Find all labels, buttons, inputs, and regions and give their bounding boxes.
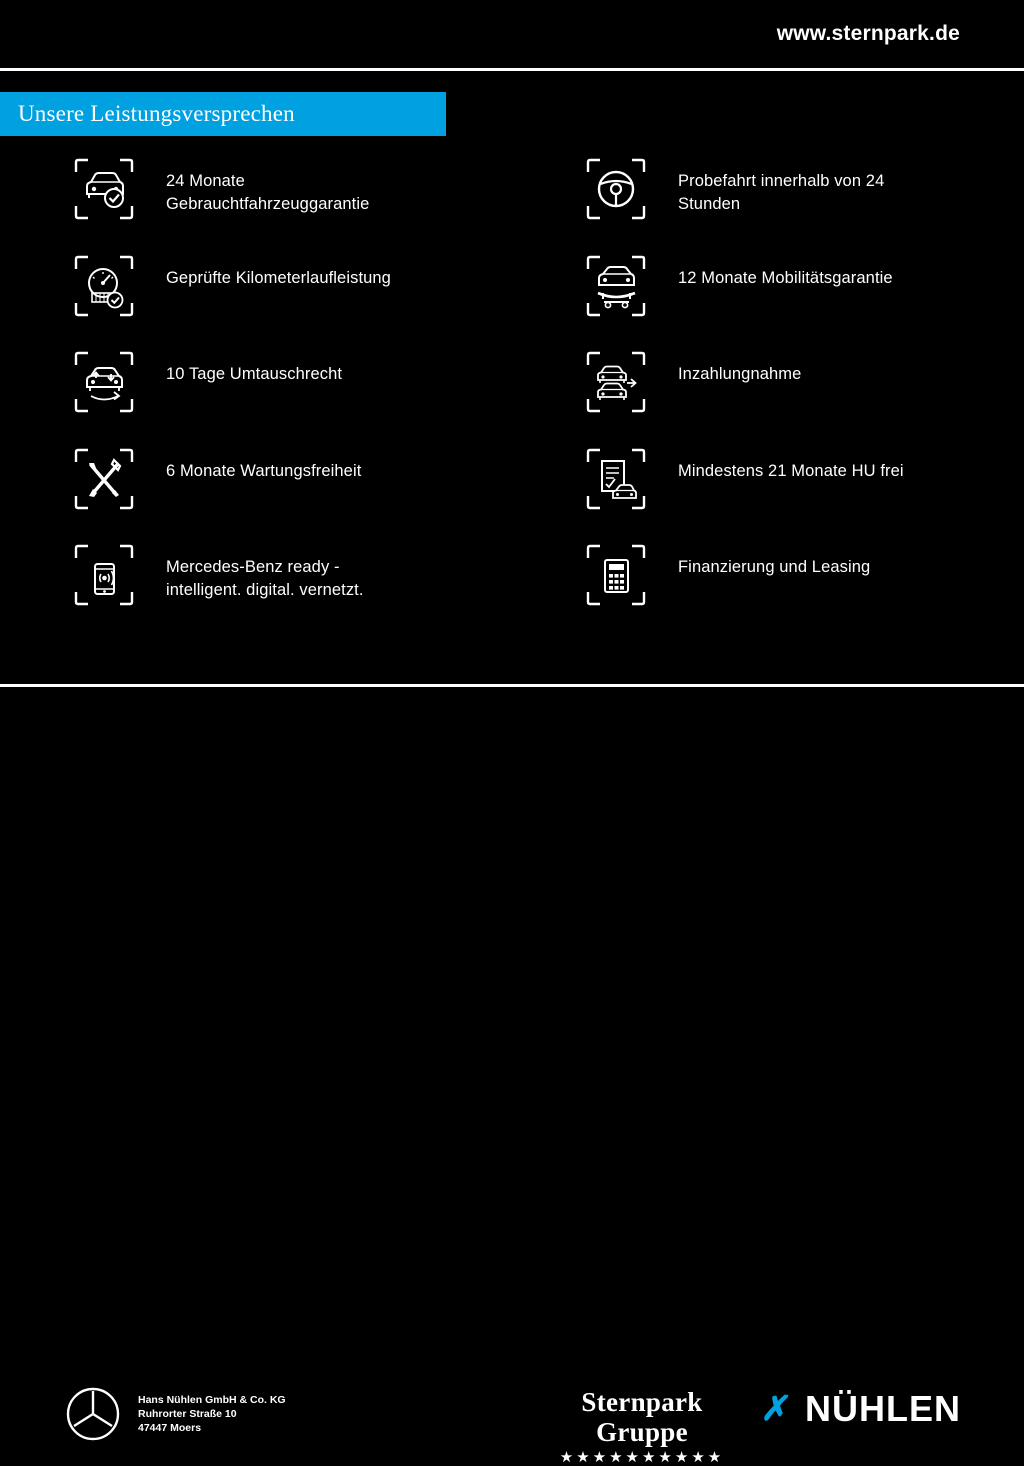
website-url: www.sternpark.de: [776, 22, 960, 45]
header: [0, 0, 1024, 68]
car-exchange-icon: [74, 351, 134, 413]
feature-label: 6 Monate Wartungsfreiheit: [166, 461, 362, 480]
feature-item: [586, 446, 1024, 543]
feature-grid: [0, 156, 1024, 639]
title-banner: [0, 92, 446, 136]
divider-x-icon: ✗: [759, 1391, 794, 1428]
feature-label: 10 Tage Umtauschrecht: [166, 365, 343, 383]
car-towing-icon: [586, 255, 646, 317]
dealer-name: Hans Nühlen GmbH & Co. KG: [138, 1394, 286, 1406]
feature-item: [74, 542, 512, 639]
feature-label: Finanzierung und Leasing: [678, 558, 871, 576]
feature-item: [586, 253, 1024, 350]
header-divider: [0, 68, 1024, 71]
feature-item: [586, 542, 1024, 639]
feature-label: Geprüfte Kilometerlaufleistung: [166, 268, 391, 287]
mercedes-star-icon: [66, 1387, 120, 1441]
feature-label: Mindestens 21 Monate HU frei: [678, 461, 904, 480]
feature-item: [74, 253, 512, 350]
sternpark-stars: ★★★★★★★★★★: [559, 1449, 725, 1466]
feature-label: 24 Monate Gebrauchtfahrzeuggarantie: [166, 172, 370, 213]
feature-item: [74, 156, 512, 253]
sternpark-logo: [533, 1387, 751, 1466]
odometer-icon: [74, 255, 134, 317]
feature-label: 12 Monate Mobilitätsgarantie: [678, 268, 893, 287]
footer: [0, 687, 1024, 1466]
feature-item: [74, 446, 512, 543]
feature-column-left: [0, 156, 512, 639]
nuehlen-logo: NÜHLEN: [805, 1388, 961, 1429]
dealer-city: 47447 Moers: [138, 1422, 202, 1434]
dealer-street: Ruhrorter Straße 10: [138, 1408, 237, 1420]
sternpark-name: Sternpark Gruppe: [581, 1387, 703, 1447]
car-check-icon: [74, 158, 134, 220]
calculator-icon: [586, 544, 646, 606]
feature-label: Probefahrt innerhalb von 24 Stunden: [678, 172, 885, 213]
feature-label: Inzahlungnahme: [678, 365, 802, 383]
feature-label: Mercedes-Benz ready - intelligent. digital. vernetzt.: [166, 558, 364, 599]
smartphone-connected-icon: [74, 544, 134, 606]
steering-wheel-icon: [586, 158, 646, 220]
page-title: Unsere Leistungsversprechen: [18, 101, 295, 126]
feature-column-right: [512, 156, 1024, 639]
feature-item: [74, 349, 512, 446]
tools-icon: [74, 448, 134, 510]
two-cars-arrow-icon: [586, 351, 646, 413]
feature-item: [586, 349, 1024, 446]
feature-item: [586, 156, 1024, 253]
dealer-address: [138, 1393, 286, 1435]
document-car-icon: [586, 448, 646, 510]
